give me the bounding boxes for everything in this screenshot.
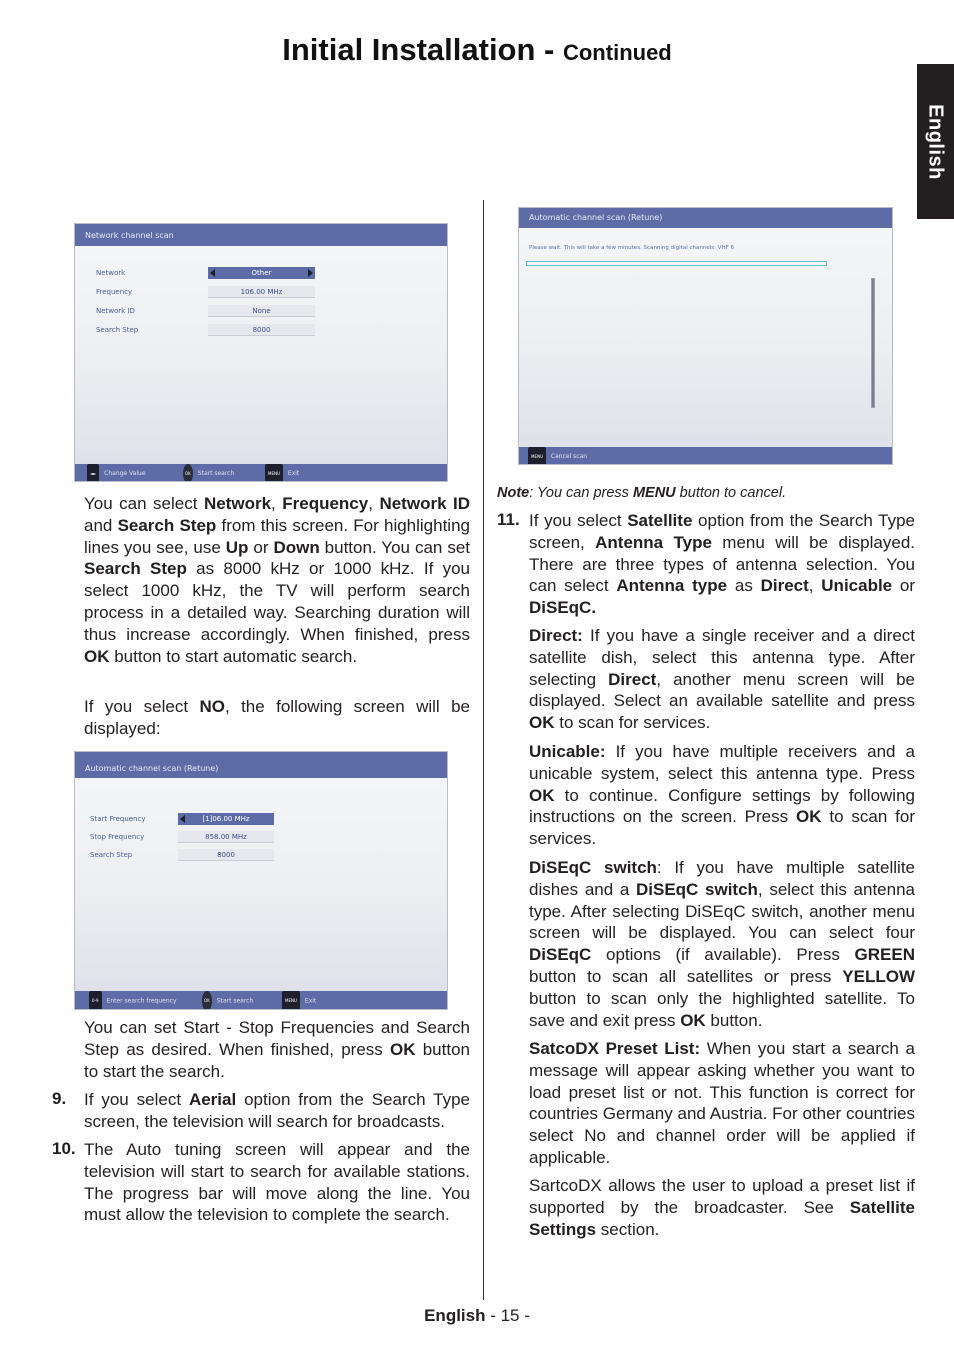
title-continued: Continued: [562, 40, 672, 65]
row-value[interactable]: 858.00 MHz: [178, 831, 274, 843]
scrollbar[interactable]: [871, 278, 875, 408]
language-tab-label: English: [924, 104, 947, 180]
number-keys-icon: 0-9: [89, 991, 102, 1010]
row-label: Frequency: [96, 288, 133, 296]
auto-scan-settings-screen: [74, 751, 448, 1010]
language-tab: [917, 64, 954, 219]
arrow-left-icon: [180, 815, 185, 823]
row-label: Stop Frequency: [90, 833, 145, 841]
menu-key-icon: MENU: [265, 464, 283, 482]
arrow-right-icon: [308, 269, 313, 277]
item-number: 10.: [52, 1139, 76, 1158]
item-number: 11.: [497, 510, 520, 529]
screen-header: [75, 752, 447, 778]
screen-title: Automatic channel scan (Retune): [529, 213, 663, 222]
row-value[interactable]: 8000: [208, 324, 315, 336]
scrollbar-thumb[interactable]: [872, 279, 874, 407]
row-label: Search Step: [90, 851, 133, 859]
paragraph-diseqc: DiSEqC switch: If you have multiple satellite dishes and a DiSEqC switch, select this antenna type. After selecting DiSEqC switch, another menu screen will be displayed. You can select four DiSEqC options (if available). Press GREEN button to scan all satellites or press YELLOW button to scan only the highlighted satellite. To save and exit press OK button.: [529, 858, 915, 1030]
row-value[interactable]: 106.00 MHz: [208, 286, 315, 298]
item-10-text: The Auto tuning screen will appear and the television will start to search for available stations. The progress bar will move along the line. You must allow the television to complete the search.: [84, 1140, 470, 1225]
row-label: Search Step: [96, 326, 139, 334]
screen-header: [75, 224, 447, 246]
menu-key-icon: MENU: [282, 991, 300, 1010]
screen-footer: 0-9 Enter search frequency OK Start search MENU Exit: [75, 991, 447, 1009]
row-value[interactable]: Other: [208, 267, 315, 279]
scan-status-text: Please wait. This will take a few minutes. Scanning digital channels: VHF 6: [529, 245, 735, 251]
item-number: 9.: [52, 1089, 67, 1108]
menu-key-icon: MENU: [528, 447, 546, 465]
scan-progress-bar: [526, 261, 827, 266]
screen-title: Network channel scan: [85, 231, 174, 240]
arrows-key-icon: ◄►: [87, 464, 99, 482]
paragraph-sartcodx: SartcoDX allows the user to upload a preset list if supported by the broadcaster. See Satellite Settings section.: [529, 1176, 915, 1239]
row-value[interactable]: [1]06.00 MHz: [178, 813, 274, 825]
note-text: Note: You can press MENU button to cancel.: [497, 485, 787, 501]
item-9-text: If you select Aerial option from the Search Type screen, the television will search for broadcasts.: [84, 1090, 470, 1131]
paragraph-direct: Direct: If you have a single receiver and a direct satellite dish, select this antenna type. After selecting Direct, another menu screen will be displayed. Select an available satellite and press OK to scan for services.: [529, 626, 915, 733]
row-label: Network: [96, 269, 126, 277]
screen-header: [519, 208, 892, 228]
title-main: Initial Installation -: [282, 32, 563, 67]
row-label: Start Frequency: [90, 815, 146, 823]
paragraph-satcodx: SatcoDX Preset List: When you start a search a message will appear asking whether you want to load preset list or not. This function is correct for countries Germany and Austria. For other countries select No and channel order will be applied if applicable.: [529, 1039, 915, 1167]
page-title: [0, 32, 954, 68]
screen-footer: ◄► Change Value OK Start search MENU Exit: [75, 464, 447, 481]
ok-key-icon: OK: [183, 464, 193, 482]
paragraph-select-no: If you select NO, the following screen will be displayed:: [84, 697, 470, 738]
page-footer: [0, 1306, 954, 1326]
column-divider: [483, 200, 484, 1300]
arrow-left-icon: [210, 269, 215, 277]
auto-scan-progress-screen: [518, 207, 893, 465]
screen-footer: MENU Cancel scan: [519, 447, 892, 464]
ok-key-icon: OK: [202, 991, 212, 1010]
paragraph-unicable: Unicable: If you have multiple receivers and a unicable system, select this antenna type. Press OK to continue. Configure settings by following instructions on the screen. Press OK to scan for services.: [529, 742, 915, 849]
item-11-text: If you select Satellite option from the Search Type screen, Antenna Type menu will be displayed. There are three types of antenna selection. You can select Antenna type as Direct, Unicable or DiSEqC.: [529, 511, 916, 618]
screen-title: Automatic channel scan (Retune): [85, 764, 219, 773]
paragraph-network-scan: You can select Network, Frequency, Network ID and Search Step from this screen. For highlighting lines you see, use Up or Down button. You can set Search Step as 8000 kHz or 1000 kHz. If you select 1000 kHz, the TV will perform search process in a detailed way. Searching duration will thus increase accordingly. When finished, press OK button to start automatic search.: [84, 494, 471, 666]
row-value[interactable]: None: [208, 305, 315, 317]
page-number: - 15 -: [485, 1306, 530, 1325]
row-value[interactable]: 8000: [178, 849, 274, 861]
row-label: Network ID: [96, 307, 135, 315]
footer-language: English: [424, 1306, 486, 1325]
paragraph-start-stop: You can set Start - Stop Frequencies and Search Step as desired. When finished, press OK button to start the search.: [84, 1018, 470, 1081]
network-scan-screen: [74, 223, 448, 482]
